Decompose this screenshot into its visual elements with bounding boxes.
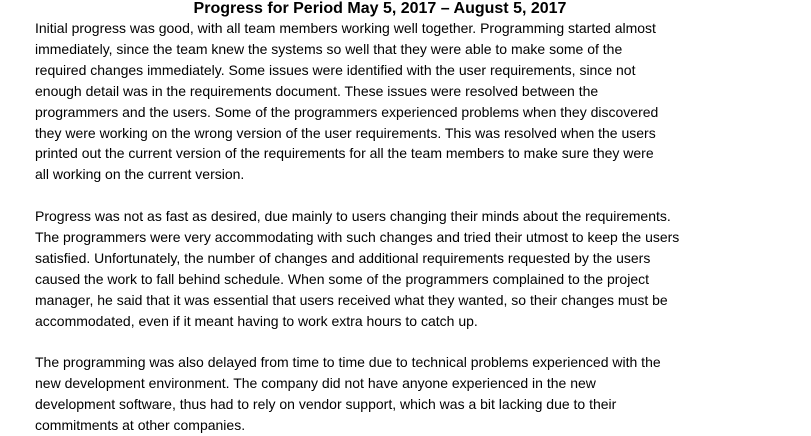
paragraph-spacer bbox=[35, 332, 795, 353]
paragraph-line: Progress was not as fast as desired, due mainly to users changing their minds about the requirements. bbox=[35, 208, 671, 225]
paragraph-line: programmers and the users. Some of the programmers experienced problems when they discovered bbox=[35, 103, 659, 120]
paragraph-line: caused the work to fall behind schedule. When some of the programmers complained to the project bbox=[35, 270, 649, 287]
paragraph-line: development software, thus had to rely on vendor support, which was a bit lacking due to their bbox=[35, 396, 617, 413]
paragraph-line: immediately, since the team knew the systems so well that they were able to make some of the bbox=[35, 40, 623, 57]
paragraph-line: accommodated, even if it meant having to work extra hours to catch up. bbox=[35, 312, 478, 329]
page-title: Progress for Period May 5, 2017 – August 5, 2017 bbox=[193, 0, 567, 17]
paragraph-technical-delays bbox=[35, 352, 795, 436]
paragraph-initial-progress bbox=[35, 18, 795, 185]
paragraph-line: printed out the current version of the requirements for all the team members to make sure they were bbox=[35, 145, 654, 162]
paragraph-line: The programming was also delayed from time to time due to technical problems experienced with the bbox=[35, 354, 661, 371]
paragraph-line: The programmers were very accommodating with such changes and tried their utmost to keep the users bbox=[35, 229, 680, 246]
paragraph-line: commitments at other companies. bbox=[35, 417, 246, 434]
paragraph-line: new development environment. The company did not have anyone experienced in the new bbox=[35, 375, 596, 392]
paragraph-progress-speed bbox=[35, 206, 795, 331]
paragraph-spacer bbox=[35, 185, 795, 206]
paragraph-line: Initial progress was good, with all team members working well together. Programming started almost bbox=[35, 20, 656, 36]
document-page bbox=[35, 0, 795, 436]
paragraph-line: they were working on the wrong version of the user requirements. This was resolved when the users bbox=[35, 124, 656, 141]
paragraph-line: required changes immediately. Some issues were identified with the user requirements, since not bbox=[35, 61, 636, 78]
paragraph-line: manager, he said that it was essential that users received what they wanted, so their changes must be bbox=[35, 291, 668, 308]
paragraph-line: all working on the current version. bbox=[35, 166, 245, 183]
paragraph-line: enough detail was in the requirements document. These issues were resolved between the bbox=[35, 82, 599, 99]
paragraph-line: satisfied. Unfortunately, the number of changes and additional requirements requested by the users bbox=[35, 249, 651, 266]
